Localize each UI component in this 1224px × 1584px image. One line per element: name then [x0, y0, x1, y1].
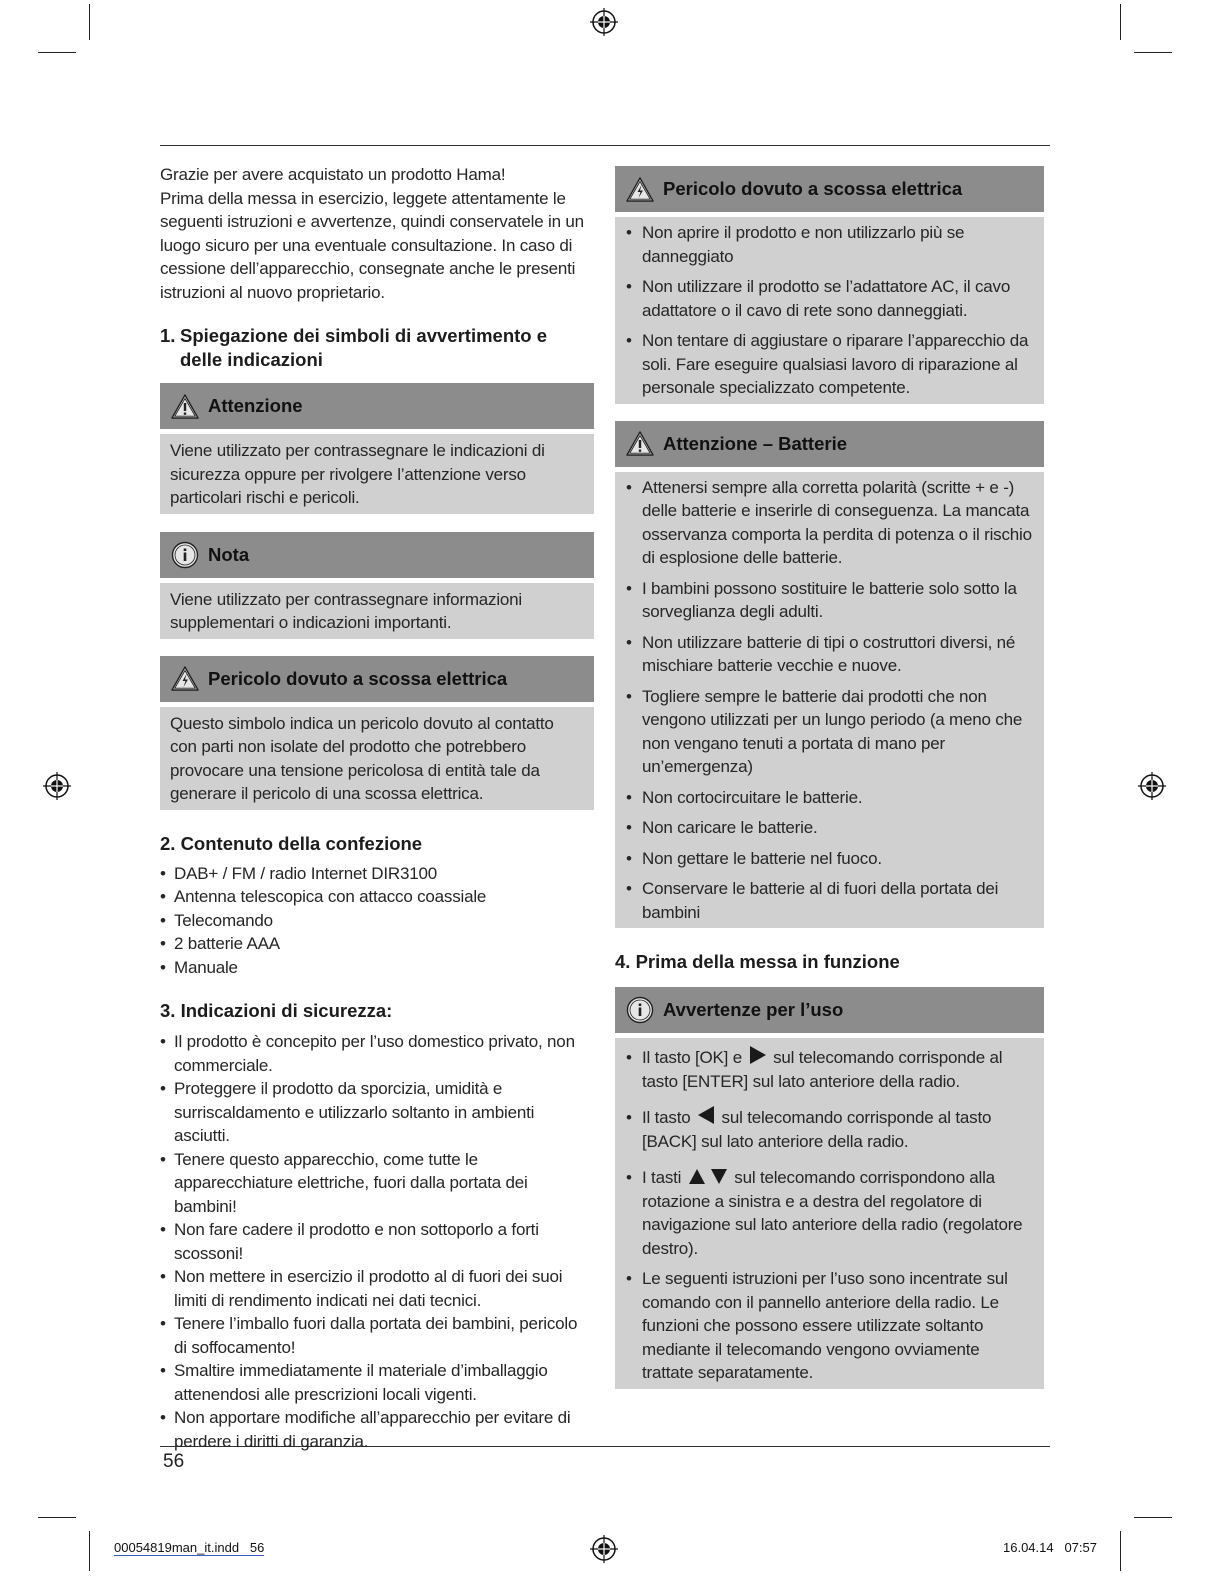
list-item: • Non fare cadere il prodotto e non sottoporlo a forti scossoni!	[160, 1218, 594, 1265]
list-item: • Smaltire immediatamente il materiale d’imballaggio attenendosi alle prescrizioni locali vigenti.	[160, 1359, 594, 1406]
list-item	[625, 1166, 1034, 1260]
pericolo-definition-box	[160, 656, 594, 810]
crop-mark	[1134, 1517, 1172, 1518]
warning-triangle-icon	[170, 393, 200, 420]
slug-file-info: 00054819man_it.indd 56	[114, 1540, 265, 1555]
pericolo-safety-box-title: Pericolo dovuto a scossa elettrica	[663, 178, 963, 199]
intro-line-2: Prima della messa in esercizio, leggete attentamente le seguenti istruzioni e avvertenze, quindi conservatele in un luogo sicuro per una eventuale consultazione. In caso di cessione dell’apparecchio, consegnate anche le presenti istruzioni al nuovo proprietario.	[160, 188, 584, 302]
crop-mark	[38, 52, 76, 53]
section-1-title: Spiegazione dei simboli di avvertimento e delle indicazioni	[180, 325, 548, 370]
triangle-down-icon	[711, 1169, 727, 1184]
note-3-end: sul telecomando corrispondono alla rotazione a sinistra e a destra del regolatore di navigazione sul lato anteriore della radio (regolatore destro).	[642, 1168, 1023, 1258]
info-circle-icon	[625, 995, 655, 1025]
pericolo-definition-box-text: Questo simbolo indica un pericolo dovuto al contatto con parti non isolate del prodotto che potrebbero provocare una tensione pericolosa di entità tale da generare il pericolo di una scossa elettrica.	[160, 707, 594, 810]
nota-box-text: Viene utilizzato per contrassegnare informazioni supplementari o indicazioni importanti.	[160, 583, 594, 639]
crop-mark	[1134, 52, 1172, 53]
crop-mark	[38, 1517, 76, 1518]
note-1-start: Il tasto [OK] e	[642, 1048, 742, 1067]
nota-box-title: Nota	[208, 543, 250, 565]
usage-notes-list	[625, 1046, 1034, 1385]
package-contents-list	[160, 862, 594, 980]
electric-safety-list	[625, 221, 1034, 400]
list-item: • I bambini possono sostituire le batterie solo sotto la sorveglianza degli adulti.	[625, 577, 1034, 624]
intro-paragraph	[160, 163, 594, 304]
intro-line-1: Grazie per avere acquistato un prodotto Hama!	[160, 165, 506, 184]
note-2-start: Il tasto	[642, 1108, 691, 1127]
pericolo-safety-box	[615, 166, 1044, 404]
list-item: • Togliere sempre le batterie dai prodotti che non vengono utilizzati per un lungo periodo (a meno che non vengano tenuti a portata di mano per un’emergenza)	[625, 685, 1034, 779]
batterie-box-title: Attenzione – Batterie	[663, 432, 848, 454]
registration-mark-icon	[589, 7, 619, 37]
registration-mark-icon	[589, 1534, 619, 1564]
nota-box	[160, 532, 594, 639]
list-item: • Non mettere in esercizio il prodotto al di fuori dei suoi limiti di rendimento indicati nei dati tecnici.	[160, 1265, 594, 1312]
list-item: • Attenersi sempre alla corretta polarità (scritte + e -) delle batterie e inserirle di conseguenza. La mancata osservanza comporta la perdita di potenza o il rischio di esplosione delle batterie.	[625, 476, 1034, 570]
safety-instructions-list	[160, 1030, 594, 1453]
triangle-left-icon	[698, 1106, 714, 1124]
note-1-end: sul telecomando corrisponde al tasto [ENTER] sul lato anteriore della radio.	[642, 1048, 1003, 1091]
crop-mark	[1120, 4, 1121, 40]
page-number: 56	[163, 1451, 185, 1472]
list-item: • Non gettare le batterie nel fuoco.	[625, 847, 1034, 871]
attenzione-box	[160, 383, 594, 514]
list-item	[625, 1106, 1034, 1153]
section-1-number: 1.	[160, 325, 176, 346]
batterie-box-header	[615, 421, 1044, 467]
list-item: • Non utilizzare il prodotto se l’adattatore AC, il cavo adattatore o il cavo di rete sono danneggiati.	[625, 275, 1034, 322]
attenzione-box-text: Viene utilizzato per contrassegnare le indicazioni di sicurezza oppure per rivolgere l’attenzione verso particolari rischi e pericoli.	[160, 434, 594, 514]
note-3-start: I tasti	[642, 1168, 682, 1187]
crop-mark	[89, 1531, 90, 1571]
list-item: • Manuale	[160, 956, 594, 980]
list-item: • Tenere l’imballo fuori dalla portata dei bambini, pericolo di soffocamento!	[160, 1312, 594, 1359]
pericolo-safety-box-header	[615, 166, 1044, 212]
pericolo-safety-box-body	[615, 217, 1044, 404]
section-2-heading: 2. Contenuto della confezione	[160, 832, 423, 854]
list-item: • Telecomando	[160, 909, 594, 933]
left-column	[160, 163, 594, 1453]
right-column	[615, 166, 1044, 1389]
battery-safety-list	[625, 476, 1034, 925]
triangle-right-icon	[750, 1046, 766, 1064]
list-item: • Proteggere il prodotto da sporcizia, umidità e surriscaldamento e utilizzarlo soltanto in ambienti asciutti.	[160, 1077, 594, 1148]
attenzione-box-header	[160, 383, 594, 429]
registration-mark-icon	[42, 771, 72, 801]
list-item: • Conservare le batterie al di fuori della portata dei bambini	[625, 877, 1034, 924]
list-item: • 2 batterie AAA	[160, 932, 594, 956]
electric-hazard-triangle-icon	[170, 665, 200, 692]
pericolo-definition-box-title: Pericolo dovuto a scossa elettrica	[208, 667, 508, 689]
batterie-box	[615, 421, 1044, 929]
list-item: • DAB+ / FM / radio Internet DIR3100	[160, 862, 594, 886]
note-2-end: sul telecomando corrisponde al tasto [BACK] sul lato anteriore della radio.	[642, 1108, 992, 1151]
pericolo-definition-box-header	[160, 656, 594, 702]
registration-mark-icon	[1137, 771, 1167, 801]
slug-date-info: 16.04.14 07:57	[1003, 1540, 1097, 1555]
crop-mark	[1120, 1531, 1121, 1571]
warning-triangle-icon	[625, 430, 655, 457]
electric-hazard-triangle-icon	[625, 176, 655, 203]
list-item: • Non caricare le batterie.	[625, 816, 1034, 840]
list-item: • Non apportare modifiche all’apparecchio per evitare di perdere i diritti di garanzia.	[160, 1406, 594, 1453]
info-circle-icon	[170, 540, 200, 570]
avvertenze-box-body	[615, 1038, 1044, 1389]
list-item: • Non utilizzare batterie di tipi o costruttori diversi, né mischiare batterie vecchie e nuove.	[625, 631, 1034, 678]
attenzione-box-title: Attenzione	[208, 395, 303, 416]
list-item: • Le seguenti istruzioni per l’uso sono incentrate sul comando con il pannello anteriore della radio. Le funzioni che possono essere utilizzate soltanto mediante il telecomando vengono ovviamente trattate separatamente.	[625, 1267, 1034, 1385]
list-item: • Non cortocircuitare le batterie.	[625, 786, 1034, 810]
section-1-heading	[160, 324, 594, 372]
list-item: • Tenere questo apparecchio, come tutte le apparecchiature elettriche, fuori dalla portata dei bambini!	[160, 1148, 594, 1219]
list-item	[625, 1046, 1034, 1093]
avvertenze-box	[615, 987, 1044, 1389]
avvertenze-box-title: Avvertenze per l’uso	[663, 999, 844, 1020]
list-item: • Non aprire il prodotto e non utilizzarlo più se danneggiato	[625, 221, 1034, 268]
triangle-up-icon	[689, 1169, 705, 1184]
list-item: • Il prodotto è concepito per l’uso domestico privato, non commerciale.	[160, 1030, 594, 1077]
nota-box-header	[160, 532, 594, 578]
section-3-heading: 3. Indicazioni di sicurezza:	[160, 1000, 393, 1021]
list-item: • Non tentare di aggiustare o riparare l’apparecchio da soli. Fare eseguire qualsiasi lavoro di riparazione al personale specializzato competente.	[625, 329, 1034, 400]
section-4-heading: 4. Prima della messa in funzione	[615, 951, 900, 972]
list-item: • Antenna telescopica con attacco coassiale	[160, 885, 594, 909]
crop-mark	[89, 4, 90, 40]
header-rule	[160, 145, 1050, 146]
avvertenze-box-header	[615, 987, 1044, 1033]
batterie-box-body	[615, 472, 1044, 929]
